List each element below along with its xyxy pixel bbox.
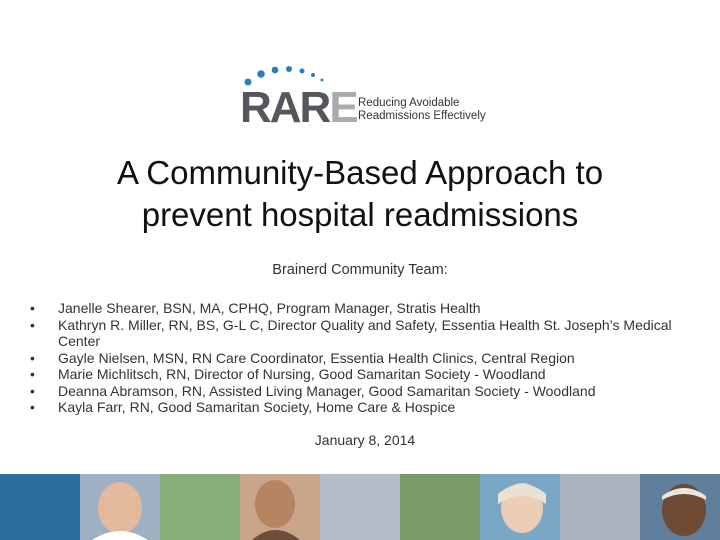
logo-tagline-line2: Readmissions Effectively <box>358 110 486 122</box>
list-item <box>30 300 700 317</box>
strip-panel-5 <box>400 474 480 540</box>
bullet-icon: • <box>30 349 35 366</box>
team-heading: Brainerd Community Team: <box>272 262 448 278</box>
list-item <box>30 350 700 367</box>
bullet-icon: • <box>30 399 35 415</box>
portrait-woman <box>240 474 320 540</box>
portrait-elderly-man <box>80 474 160 540</box>
list-item <box>30 383 700 400</box>
member-text: Janelle Shearer, BSN, MA, CPHQ, Program Manager, Stratis Health <box>58 300 481 316</box>
strip-panel-0 <box>0 474 80 540</box>
presentation-date: January 8, 2014 <box>314 432 416 448</box>
team-member-list <box>30 300 700 416</box>
logo-word-main: RAR <box>240 83 330 132</box>
slide-title-line1: A Community-Based Approach to <box>116 154 604 191</box>
bullet-icon: • <box>30 316 35 333</box>
strip-panel-2 <box>160 474 240 540</box>
strip-panel-4 <box>320 474 400 540</box>
logo-wordmark <box>240 83 357 132</box>
member-text: Marie Michlitsch, RN, Director of Nursing, Good Samaritan Society - Woodland <box>58 366 546 382</box>
member-text: Kathryn R. Miller, RN, BS, G-L C, Director Quality and Safety, Essentia Health St. Joseph’s Medical Center <box>58 316 672 349</box>
rare-logo <box>240 62 500 132</box>
slide-title <box>0 152 720 236</box>
portrait-older-man <box>640 474 720 540</box>
logo-tagline-line1: Reducing Avoidable <box>358 97 460 109</box>
list-item <box>30 317 700 350</box>
photo-strip <box>0 474 720 540</box>
member-text: Deanna Abramson, RN, Assisted Living Manager, Good Samaritan Society - Woodland <box>58 382 596 399</box>
strip-panel-7 <box>560 474 640 540</box>
list-item <box>30 399 700 416</box>
logo-word-end: E <box>329 83 357 132</box>
member-text: Kayla Farr, RN, Good Samaritan Society, Home Care & Hospice <box>58 399 456 415</box>
bullet-icon: • <box>30 382 35 399</box>
logo-tagline <box>358 97 486 123</box>
list-item <box>30 366 700 383</box>
member-text: Gayle Nielsen, MSN, RN Care Coordinator, Essentia Health Clinics, Central Region <box>58 349 575 366</box>
portrait-smiling-woman <box>480 474 560 540</box>
bullet-icon: • <box>30 366 35 382</box>
bullet-icon: • <box>30 300 35 316</box>
slide-title-line2: prevent hospital readmissions <box>141 196 579 233</box>
